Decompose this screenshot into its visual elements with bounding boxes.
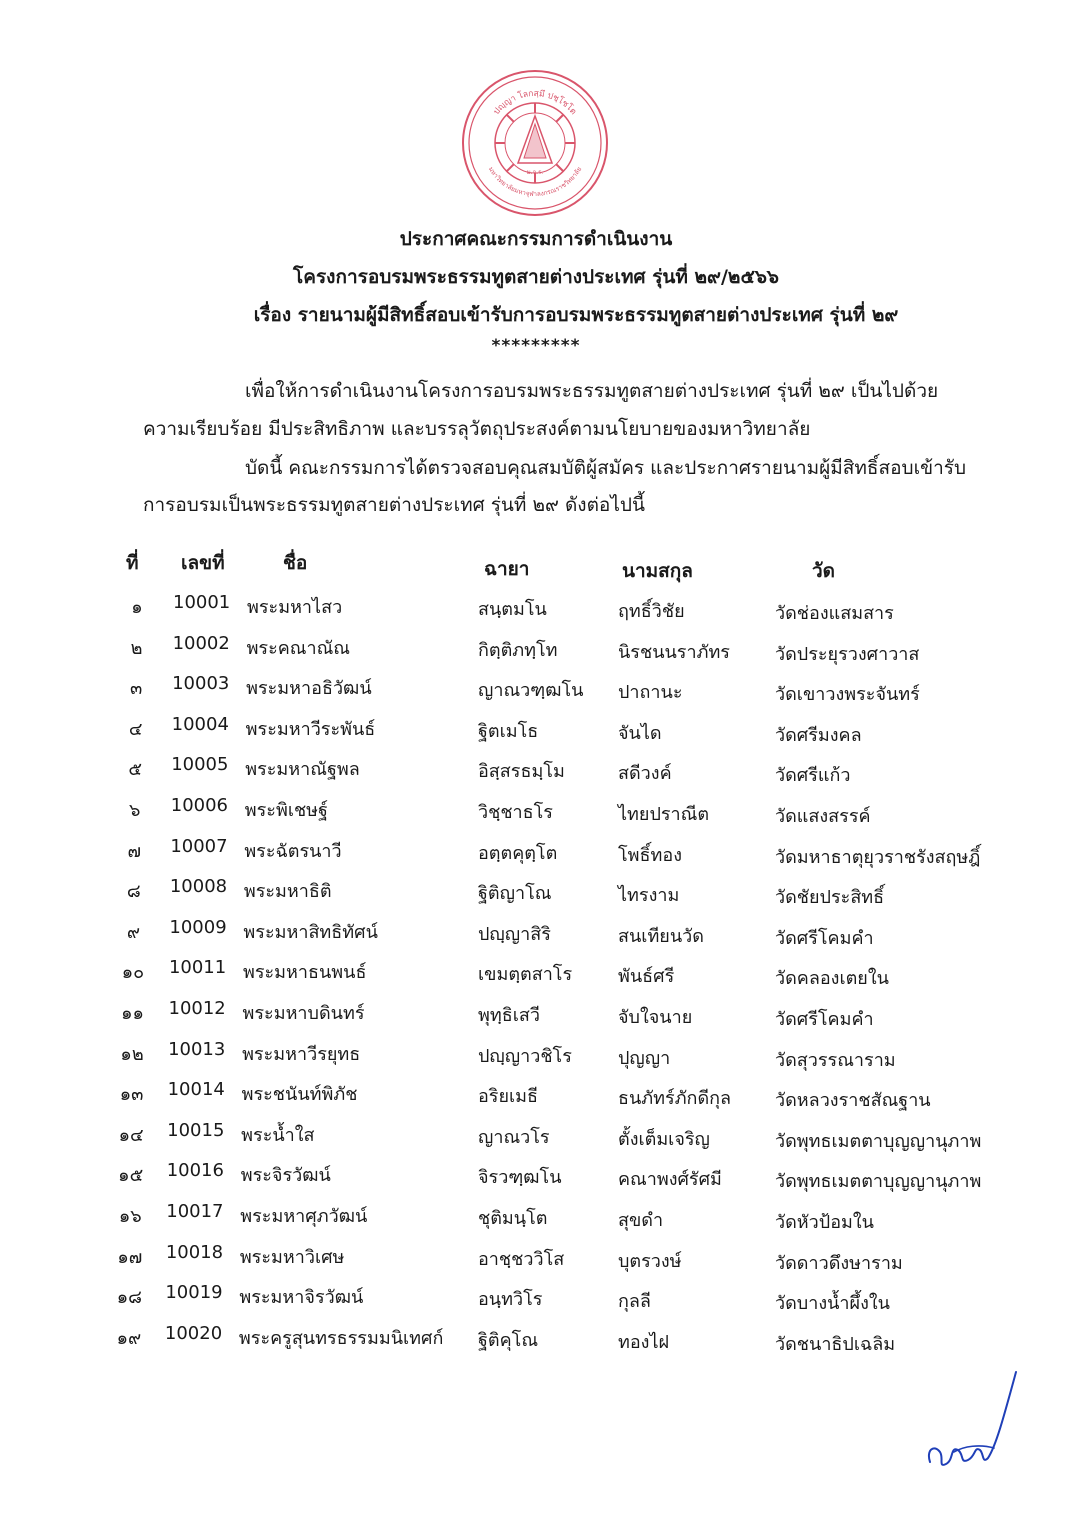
- row-id: 10019: [165, 1282, 223, 1304]
- row-number: ๑๖: [118, 1206, 142, 1227]
- row-wat: วัดมหาธาตุยุวราชรังสฤษฎิ์: [775, 846, 981, 868]
- row-id: 10011: [168, 957, 227, 979]
- row-id: 10012: [168, 998, 226, 1019]
- row-name: พระมหาศุภวัฒน์: [240, 1206, 368, 1227]
- subject-line: เรื่อง รายนามผู้มีสิทธิ์สอบเข้ารับการอบรมพระธรรมทูตสายต่างประเทศ รุ่นที่ ๒๙: [253, 304, 899, 326]
- row-id: 10005: [171, 754, 229, 776]
- row-number: ๓: [129, 678, 143, 700]
- row-name: พระมหาไสว: [247, 597, 343, 618]
- row-wat: วัดดาวดึงษาราม: [775, 1252, 903, 1274]
- row-number: ๙: [126, 921, 140, 943]
- row-chaya: ชุติมนฺโต: [478, 1208, 548, 1229]
- row-chaya: ปญฺญาวชิโร: [478, 1045, 572, 1067]
- table-row: [0, 1039, 1072, 1079]
- row-id: 10016: [166, 1160, 224, 1182]
- university-seal: [460, 68, 610, 218]
- table-row: [0, 1201, 1072, 1241]
- row-chaya: ฐิตเมโธ: [478, 720, 539, 742]
- row-name: พระครูสุนทรธรรมมนิเทศก์: [238, 1327, 444, 1349]
- row-id: 10009: [169, 916, 227, 938]
- row-wat: วัดประยุรวงศาวาส: [775, 643, 920, 665]
- row-chaya: ฐิติคุโณ: [478, 1329, 539, 1351]
- row-wat: วัดช่องแสมสาร: [775, 603, 894, 624]
- row-surname: โพธิ์ทอง: [618, 844, 682, 866]
- row-id: 10020: [164, 1322, 223, 1344]
- row-name: พระมหาวิเศษ: [239, 1246, 345, 1268]
- table-row: [0, 1323, 1072, 1363]
- row-surname: จันได: [618, 722, 662, 744]
- row-name: พระมหาบดินทร์: [242, 1003, 365, 1024]
- body-paragraph-2-cont: การอบรมเป็นพระธรรมทูตสายต่างประเทศ รุ่นที่ ๒๙ ดังต่อไปนี้: [143, 494, 645, 516]
- row-surname: ปาถานะ: [618, 682, 683, 704]
- row-number: ๑๑: [121, 1003, 144, 1024]
- row-number: ๗: [127, 840, 142, 862]
- row-chaya: ฐิติญาโณ: [478, 883, 552, 905]
- row-number: ๑๓: [119, 1084, 144, 1106]
- row-wat: วัดศรีแก้ว: [775, 765, 851, 787]
- row-wat: วัดบางน้ำผึ้งใน: [775, 1293, 890, 1315]
- row-chaya: กิตฺติภทฺโท: [478, 639, 558, 661]
- col-header-chaya: ฉายา: [484, 558, 530, 580]
- row-name: พระมหาณัฐพล: [245, 759, 360, 781]
- table-row: [0, 917, 1072, 957]
- row-wat: วัดพุทธเมตตาบุญญานุภาพ: [775, 1130, 982, 1152]
- row-wat: วัดศรีโคมคำ: [775, 927, 874, 949]
- row-chaya: อิสฺสรธมฺโม: [478, 761, 565, 783]
- row-id: 10008: [169, 876, 228, 898]
- table-row: [0, 754, 1072, 794]
- table-row: [0, 714, 1072, 754]
- col-header-id: เลขที่: [181, 552, 225, 574]
- row-chaya: เขมตฺตสาโร: [478, 964, 573, 986]
- row-number: ๑: [131, 597, 143, 618]
- row-id: 10004: [171, 713, 229, 735]
- row-chaya: ญาณวโร: [478, 1126, 550, 1148]
- row-surname: กุลลี: [618, 1291, 651, 1313]
- row-id: 10001: [173, 592, 231, 613]
- row-number: ๑๘: [116, 1287, 143, 1309]
- row-id: 10007: [170, 835, 228, 857]
- body-paragraph-2: บัดนี้ คณะกรรมการได้ตรวจสอบคุณสมบัติผู้สมัคร และประกาศรายนามผู้มีสิทธิ์สอบเข้ารับ: [245, 457, 967, 479]
- row-name: พระมหาวีรยุทธ: [242, 1043, 361, 1065]
- row-wat: วัดหัวป้อมใน: [775, 1212, 874, 1233]
- seal-bottom-text: มหาวิทยาลัยมหาจุฬาลงกรณราชวิทยาลัย: [486, 165, 584, 199]
- row-name: พระพิเชษฐ์: [244, 800, 328, 821]
- row-chaya: ปญฺญาสิริ: [478, 923, 551, 945]
- row-number: ๑๙: [116, 1327, 142, 1349]
- row-id: 10013: [168, 1038, 226, 1060]
- row-wat: วัดคลองเตยใน: [775, 968, 889, 990]
- row-name: พระชนันท์พิภัช: [241, 1084, 358, 1106]
- table-row: [0, 1282, 1072, 1322]
- row-wat: วัดชนาธิปเฉลิม: [775, 1333, 896, 1355]
- row-chaya: อตฺตคุตฺโต: [478, 842, 558, 864]
- row-number: ๑๔: [118, 1124, 144, 1146]
- row-wat: วัดศรีมงคล: [775, 724, 862, 746]
- row-wat: วัดชัยประสิทธิ์: [775, 887, 885, 909]
- row-id: 10014: [167, 1079, 225, 1101]
- table-row: [0, 1120, 1072, 1160]
- row-number: ๑๐: [121, 962, 145, 984]
- row-number: ๑๕: [118, 1165, 144, 1187]
- table-row: [0, 998, 1072, 1038]
- signature: [924, 1366, 1024, 1476]
- table-row: [0, 836, 1072, 876]
- col-header-surname: นามสกุล: [622, 560, 693, 582]
- row-wat: วัดศรีโคมคำ: [775, 1009, 874, 1030]
- row-name: พระมหาธิติ: [243, 881, 332, 903]
- row-name: พระคณาณัณ: [246, 637, 351, 659]
- row-id: 10003: [172, 673, 230, 695]
- table-row: [0, 592, 1072, 632]
- row-wat: วัดพุทธเมตตาบุญญานุภาพ: [775, 1171, 982, 1193]
- row-surname: สนเทียนวัด: [618, 925, 704, 947]
- row-chaya: อาชฺชววิโส: [478, 1248, 565, 1270]
- body-paragraph-1: เพื่อให้การดำเนินงานโครงการอบรมพระธรรมทูตสายต่างประเทศ รุ่นที่ ๒๙ เป็นไปด้วย: [245, 380, 939, 402]
- row-chaya: จิรวฑฺฒโน: [478, 1167, 562, 1189]
- table-row: [0, 876, 1072, 916]
- stars-divider: *********: [491, 336, 581, 356]
- row-name: พระน้ำใส: [241, 1124, 315, 1146]
- row-name: พระมหาอธิวัฒน์: [246, 678, 372, 700]
- row-surname: สุขดำ: [618, 1210, 664, 1231]
- row-id: 10006: [170, 795, 229, 816]
- row-wat: วัดเขาวงพระจันทร์: [775, 684, 920, 706]
- table-row: [0, 673, 1072, 713]
- table-row: [0, 1160, 1072, 1200]
- body-paragraph-1-cont: ความเรียบร้อย มีประสิทธิภาพ และบรรลุวัตถุประสงค์ตามนโยบายของมหาวิทยาลัย: [143, 418, 811, 440]
- row-id: 10015: [167, 1119, 225, 1141]
- row-surname: พันธ์ศรี: [618, 966, 675, 988]
- col-header-no: ที่: [126, 552, 139, 574]
- row-id: 10017: [166, 1201, 224, 1222]
- row-chaya: พุทฺธิเสวี: [478, 1005, 540, 1026]
- table-row: [0, 1242, 1072, 1282]
- project-title: โครงการอบรมพระธรรมทูตสายต่างประเทศ รุ่นที่ ๒๙/๒๕๖๖: [293, 266, 779, 288]
- row-chaya: สนฺตมโน: [478, 599, 547, 620]
- row-surname: ปุญญา: [618, 1047, 671, 1069]
- row-surname: ฤทธิ์วิชัย: [618, 601, 685, 622]
- row-name: พระฉัตรนาวี: [244, 840, 342, 862]
- row-number: ๘: [126, 881, 141, 903]
- row-surname: ไทยปราณีต: [618, 804, 710, 825]
- row-chaya: อนฺทวิโร: [478, 1289, 543, 1311]
- row-name: พระมหาจิรวัฒน์: [239, 1287, 364, 1309]
- seal-top-text: ปญฺญา โลกสฺมึ ปชฺโชโต: [491, 88, 579, 117]
- row-name: พระมหาวีระพันธ์: [245, 718, 376, 740]
- row-number: ๔: [128, 718, 143, 740]
- row-number: ๖: [129, 800, 141, 821]
- row-surname: ธนภัทร์ภักดีกุล: [618, 1088, 732, 1110]
- row-name: พระจิรวัฒน์: [240, 1165, 331, 1187]
- row-number: ๑๗: [117, 1246, 143, 1268]
- row-name: พระมหาสิทธิทัศน์: [243, 921, 378, 943]
- row-number: ๕: [128, 759, 143, 781]
- row-surname: คณาพงศ์รัศมี: [618, 1169, 722, 1191]
- row-surname: สดีวงค์: [618, 763, 672, 785]
- row-surname: ไทรงาม: [618, 885, 680, 907]
- row-chaya: ญาณวฑฺฒโน: [478, 680, 584, 702]
- table-row: [0, 1079, 1072, 1119]
- row-wat: วัดสุวรรณาราม: [775, 1049, 896, 1071]
- announcement-title: ประกาศคณะกรรมการดำเนินงาน: [399, 228, 673, 250]
- row-surname: จับใจนาย: [618, 1007, 693, 1028]
- row-chaya: วิชฺชาธโร: [478, 802, 553, 823]
- table-row: [0, 795, 1072, 835]
- row-id: 10002: [172, 632, 230, 654]
- row-wat: วัดหลวงราชสัณฐาน: [775, 1090, 931, 1112]
- seal-center-text: ม.จ.ร.: [526, 169, 544, 176]
- row-surname: ทองไฝ: [618, 1331, 670, 1353]
- table-row: [0, 633, 1072, 673]
- col-header-wat: วัด: [812, 560, 836, 582]
- row-surname: ตั้งเต็มเจริญ: [618, 1128, 710, 1150]
- row-surname: บุตรวงษ์: [618, 1250, 682, 1272]
- row-id: 10018: [165, 1241, 224, 1263]
- table-row: [0, 957, 1072, 997]
- row-wat: วัดแสงสรรค์: [775, 806, 871, 827]
- row-name: พระมหาธนพนธ์: [242, 962, 367, 984]
- row-number: ๒: [130, 637, 143, 659]
- col-header-name: ชื่อ: [283, 552, 308, 574]
- row-surname: นิรชนนราภัทร: [618, 641, 730, 663]
- row-number: ๑๒: [120, 1043, 144, 1065]
- row-chaya: อริยเมธี: [478, 1086, 539, 1108]
